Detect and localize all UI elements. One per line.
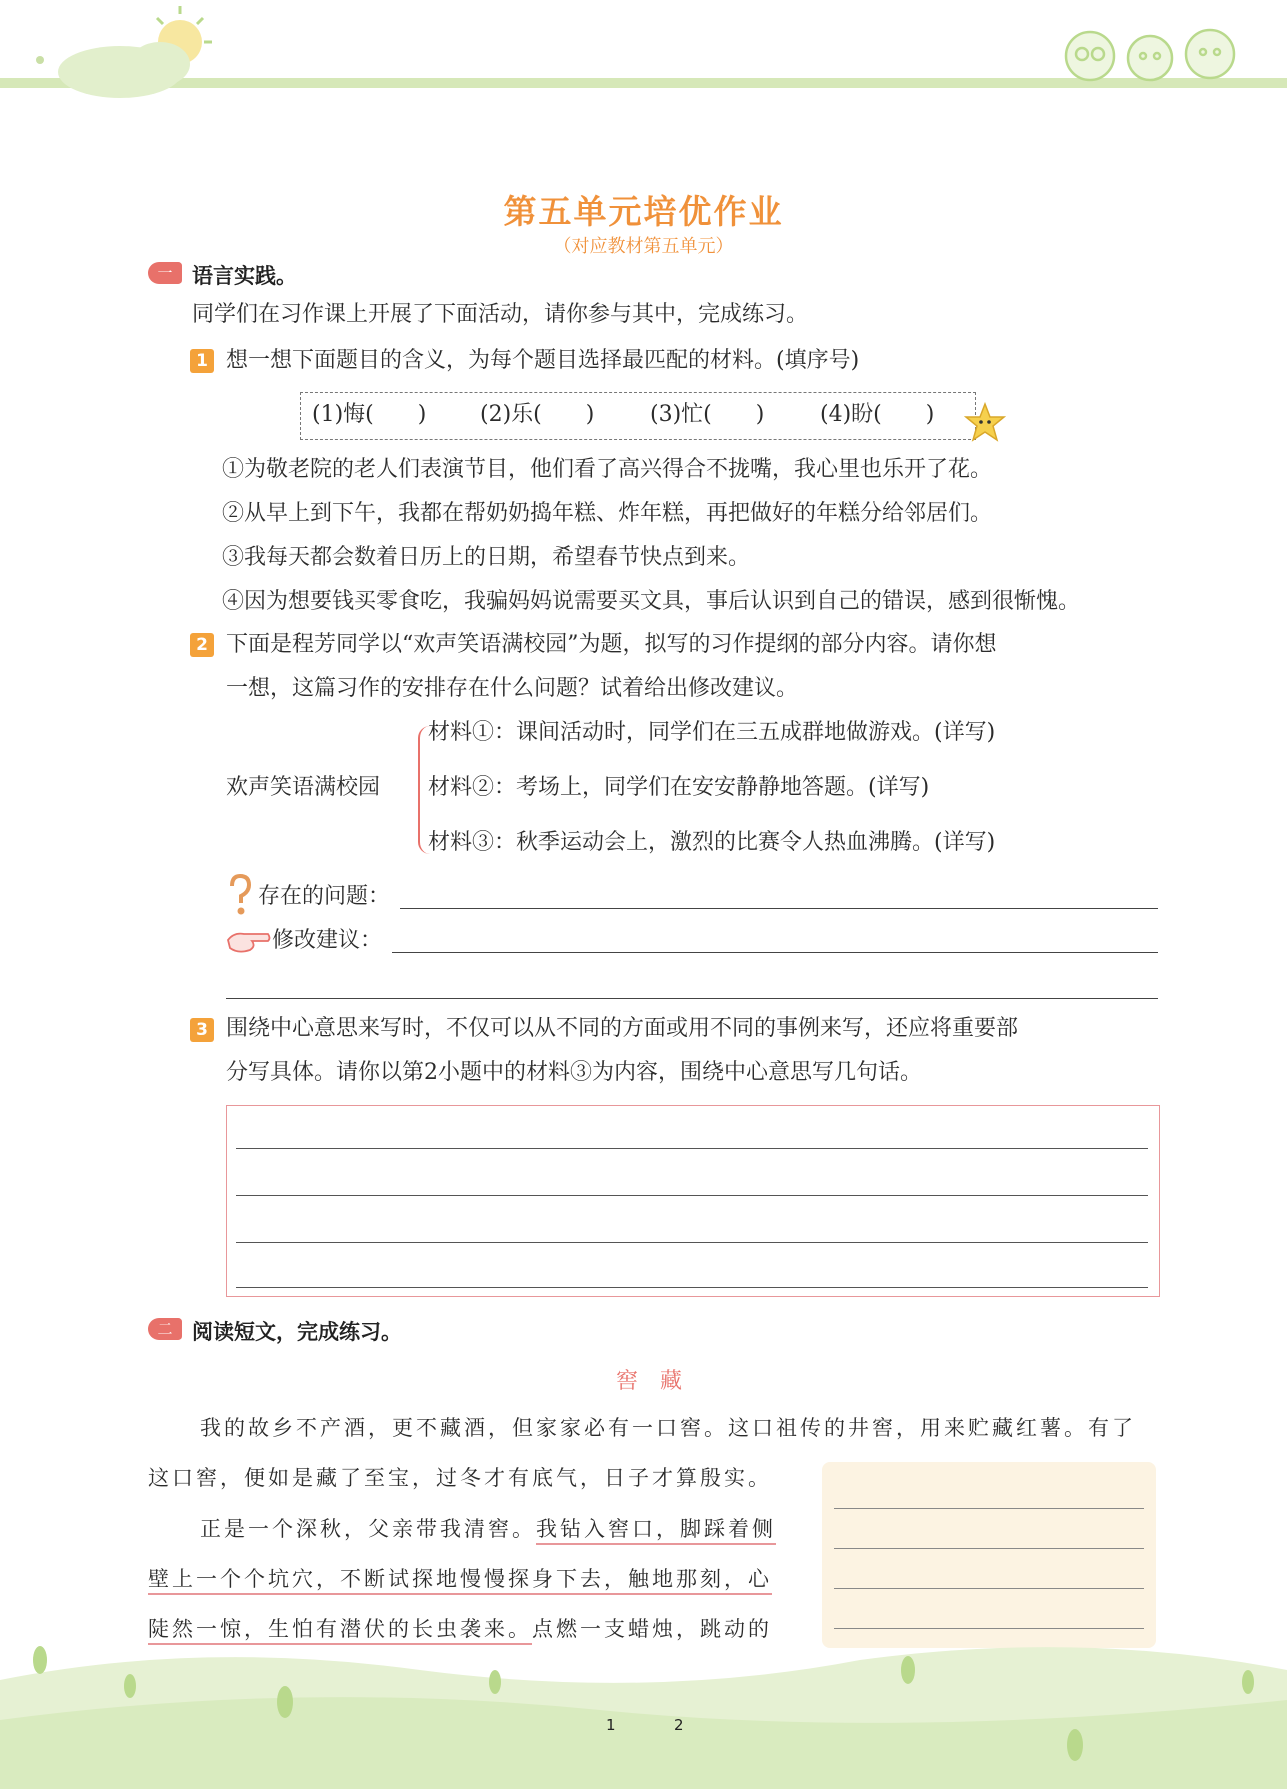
q2-material-3: 材料③：秋季运动会上，激烈的比赛令人热血沸腾。(详写) bbox=[428, 830, 996, 855]
question-3-prompt-line1: 围绕中心意思来写时，不仅可以从不同的方面或用不同的事例来写，还应将重要部 bbox=[226, 1016, 1019, 1041]
q1-blank-4[interactable]: (4)盼( ) bbox=[820, 402, 935, 427]
section-1-title: 语言实践。 bbox=[192, 264, 297, 288]
passage-underlined-2: 壁上一个个坑穴，不断试探地慢慢探身下去，触地那刻，心 bbox=[148, 1567, 772, 1595]
passage-underlined-3: 陡然一惊，生怕有潜伏的长虫袭来。 bbox=[148, 1617, 532, 1645]
question-2-number: 2 bbox=[190, 633, 214, 657]
footer-hills-decoration bbox=[0, 1640, 1287, 1789]
q2-suggestion-answer-line-1[interactable] bbox=[392, 952, 1158, 953]
page-number-right: 2 bbox=[674, 1716, 684, 1734]
annotation-box[interactable] bbox=[822, 1462, 1156, 1648]
passage-underlined-1: 我钻入窖口，脚踩着侧 bbox=[536, 1517, 776, 1545]
q2-material-2: 材料②：考场上，同学们在安安静静地答题。(详写) bbox=[428, 775, 930, 800]
q2-problem-answer-line[interactable] bbox=[400, 908, 1158, 909]
question-2-prompt-line2: 一想，这篇习作的安排存在什么问题？试着给出修改建议。 bbox=[226, 676, 799, 701]
q1-blank-2[interactable]: (2)乐( ) bbox=[480, 402, 595, 427]
q3-answer-line-3[interactable] bbox=[236, 1242, 1148, 1243]
q2-topic: 欢声笑语满校园 bbox=[226, 775, 381, 800]
passage-para2-line3-b: 点燃一支蜡烛，跳动的 bbox=[532, 1617, 772, 1641]
q2-material-1: 材料①：课间活动时，同学们在三五成群地做游戏。(详写) bbox=[428, 720, 996, 745]
passage-para2-line1 bbox=[200, 1514, 776, 1544]
passage-para2-line1-a: 正是一个深秋，父亲带我清窖。 bbox=[200, 1517, 536, 1541]
q1-blank-1[interactable]: (1)悔( ) bbox=[312, 402, 427, 427]
q2-suggestion-label: 修改建议： bbox=[272, 928, 383, 953]
q1-option-2: ②从早上到下午，我都在帮奶奶捣年糕、炸年糕，再把做好的年糕分给邻居们。 bbox=[222, 501, 993, 526]
annotation-line-3[interactable] bbox=[834, 1588, 1144, 1589]
passage-para1-line2: 这口窖，便如是藏了至宝，过冬才有底气，日子才算殷实。 bbox=[148, 1466, 772, 1490]
question-1-prompt: 想一想下面题目的含义，为每个题目选择最匹配的材料。(填序号) bbox=[226, 348, 860, 373]
annotation-line-4[interactable] bbox=[834, 1628, 1144, 1629]
q1-option-3: ③我每天都会数着日历上的日期，希望春节快点到来。 bbox=[222, 545, 751, 570]
page-subtitle: （对应教材第五单元） bbox=[553, 236, 734, 257]
question-3-prompt-line2: 分写具体。请你以第2小题中的材料③为内容，围绕中心意思写几句话。 bbox=[226, 1060, 922, 1085]
question-mark-mascot-icon bbox=[224, 874, 254, 918]
q3-answer-line-2[interactable] bbox=[236, 1195, 1148, 1196]
q1-blank-3[interactable]: (3)忙( ) bbox=[650, 402, 765, 427]
section-1-badge: 一 bbox=[148, 262, 182, 284]
q1-option-4: ④因为想要钱买零食吃，我骗妈妈说需要买文具，事后认识到自己的错误，感到很惭愧。 bbox=[222, 589, 1081, 614]
annotation-line-1[interactable] bbox=[834, 1508, 1144, 1509]
q3-answer-box[interactable] bbox=[226, 1105, 1160, 1297]
page-number-left: 1 bbox=[606, 1716, 616, 1734]
passage-title: 窖藏 bbox=[616, 1369, 705, 1394]
q2-problem-label: 存在的问题： bbox=[258, 884, 391, 909]
page-title: 第五单元培优作业 bbox=[503, 192, 784, 231]
animal-faces-decoration bbox=[1055, 18, 1255, 88]
question-3-number: 3 bbox=[190, 1018, 214, 1042]
passage-para1-line1: 我的故乡不产酒，更不藏酒，但家家必有一口窖。这口祖传的井窖，用来贮藏红薯。有了 bbox=[200, 1416, 1136, 1440]
star-mascot-icon bbox=[964, 402, 1006, 444]
section-2-badge: 二 bbox=[148, 1318, 182, 1340]
section-2-title: 阅读短文，完成练习。 bbox=[192, 1320, 402, 1344]
passage-para2-line2 bbox=[148, 1564, 772, 1594]
q1-option-1: ①为敬老院的老人们表演节目，他们看了高兴得合不拢嘴，我心里也乐开了花。 bbox=[222, 457, 993, 482]
sun-cloud-decoration bbox=[20, 0, 220, 110]
q3-answer-line-4[interactable] bbox=[236, 1287, 1148, 1288]
q3-answer-line-1[interactable] bbox=[236, 1148, 1148, 1149]
section-1-intro: 同学们在习作课上开展了下面活动，请你参与其中，完成练习。 bbox=[192, 302, 809, 327]
q2-suggestion-answer-line-2[interactable] bbox=[226, 998, 1158, 999]
question-2-prompt-line1: 下面是程芳同学以“欢声笑语满校园”为题，拟写的习作提纲的部分内容。请你想 bbox=[226, 632, 997, 657]
question-1-number: 1 bbox=[190, 349, 214, 373]
annotation-line-2[interactable] bbox=[834, 1548, 1144, 1549]
pointing-hand-icon bbox=[226, 926, 272, 956]
